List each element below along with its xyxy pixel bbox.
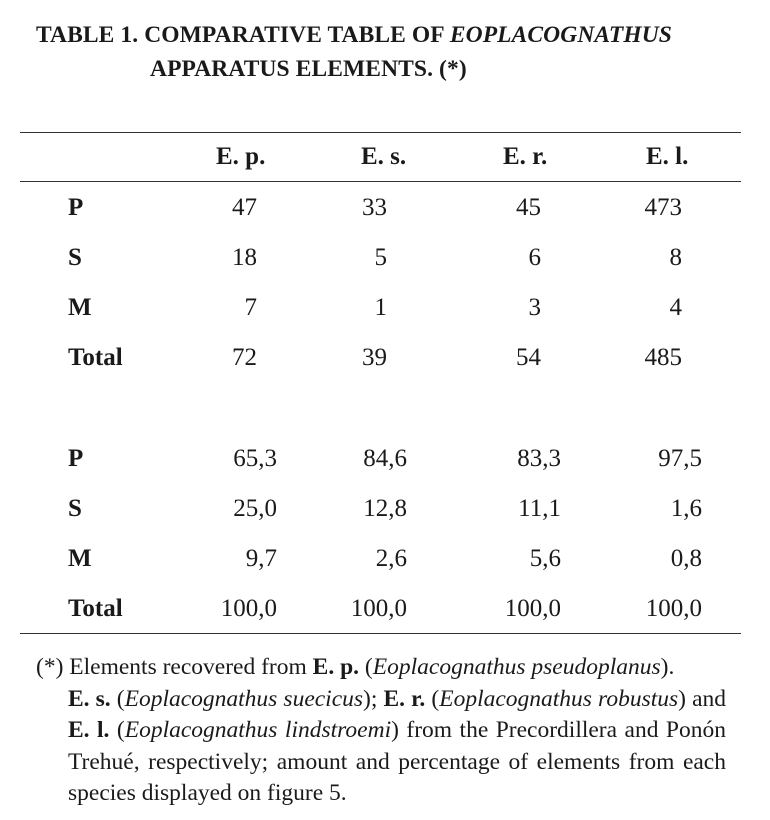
row-label-total-percent: Total xyxy=(68,595,123,622)
cell-p-er: 45 xyxy=(516,194,541,221)
header-rule xyxy=(20,181,741,182)
cell-s-ep-pct: 25,0 xyxy=(233,495,277,522)
column-header-es: E. s. xyxy=(361,143,407,170)
abbr-ep: E. p. xyxy=(312,654,360,680)
footnote-end: from the Precordillera and Ponón Trehué, respectively; amount and percentage of elements from each species displayed on figure 5. xyxy=(68,717,726,806)
cell-total-ep-pct: 100,0 xyxy=(220,595,277,622)
cell-p-es-pct: 84,6 xyxy=(363,445,407,472)
footnote-text: Elements recovered from xyxy=(63,654,313,680)
cell-total-er-pct: 100,0 xyxy=(504,595,561,622)
abbr-er: E. r. xyxy=(383,685,426,712)
footnote-marker: (*) xyxy=(36,654,64,680)
column-header-ep: E. p. xyxy=(216,143,266,170)
cell-total-el: 485 xyxy=(644,344,682,371)
cell-total-ep: 72 xyxy=(232,344,257,371)
species-lindstroemi: Eoplacognathus lindstroemi xyxy=(124,717,392,743)
row-label-p-percent: P xyxy=(68,445,84,472)
cell-s-er: 6 xyxy=(528,244,541,271)
row-label-m-percent: M xyxy=(68,545,92,572)
cell-total-es: 39 xyxy=(362,344,387,371)
cell-m-el: 4 xyxy=(669,294,682,321)
footnote-line1: (*) Elements recovered from E. p. (Eoplacognathus pseudoplanus). xyxy=(36,654,675,680)
abbr-el: E. l. xyxy=(68,717,110,743)
cell-total-es-pct: 100,0 xyxy=(350,595,407,622)
bottom-rule xyxy=(20,633,741,634)
cell-m-er: 3 xyxy=(528,294,541,321)
species-suecicus: Eoplacognathus suecicus xyxy=(124,685,364,712)
cell-m-es: 1 xyxy=(374,294,387,321)
cell-m-es-pct: 2,6 xyxy=(375,545,407,572)
column-header-el: E. l. xyxy=(646,143,689,170)
cell-m-ep-pct: 9,7 xyxy=(245,545,277,572)
cell-s-es: 5 xyxy=(374,244,387,271)
column-header-er: E. r. xyxy=(503,143,548,170)
cell-s-el: 8 xyxy=(669,244,682,271)
cell-s-el-pct: 1,6 xyxy=(670,495,702,522)
cell-p-el-pct: 97,5 xyxy=(658,445,702,472)
row-label-total-count: Total xyxy=(68,344,123,371)
footnote-body: E. s. (Eoplacognathus suecicus); E. r. (Eoplacognathus robustus) and E. l. (Eoplacognathus lindstroemi) from the Precordillera and Ponón Trehué, respectively; amount and percentage of elements from each species displayed on figure 5. xyxy=(68,685,727,806)
cell-p-ep: 47 xyxy=(232,194,257,221)
cell-m-el-pct: 0,8 xyxy=(670,545,702,572)
cell-p-er-pct: 83,3 xyxy=(517,445,561,472)
species-pseudoplanus: Eoplacognathus pseudoplanus xyxy=(372,654,661,680)
top-rule xyxy=(20,132,741,133)
row-label-m-count: M xyxy=(68,294,92,321)
species-robustus: Eoplacognathus robustus xyxy=(439,685,679,712)
caption-genus: EOPLACOGNATHUS xyxy=(449,22,672,48)
table-footnote xyxy=(36,652,726,810)
row-label-p-count: P xyxy=(68,194,84,221)
cell-total-er: 54 xyxy=(516,344,541,371)
cell-p-el: 473 xyxy=(644,194,682,221)
cell-s-ep: 18 xyxy=(232,244,257,271)
abbr-es: E. s. xyxy=(68,685,111,712)
cell-s-er-pct: 11,1 xyxy=(518,495,561,522)
footnote-and: and xyxy=(692,685,727,712)
cell-total-el-pct: 100,0 xyxy=(645,595,702,622)
caption-text: TABLE 1. COMPARATIVE TABLE OF xyxy=(36,22,450,48)
row-label-s-percent: S xyxy=(68,495,82,522)
cell-s-es-pct: 12,8 xyxy=(363,495,407,522)
cell-m-er-pct: 5,6 xyxy=(529,545,561,572)
cell-m-ep: 7 xyxy=(244,294,257,321)
caption-line2: APPARATUS ELEMENTS. (*) xyxy=(150,56,467,82)
cell-p-ep-pct: 65,3 xyxy=(233,445,277,472)
row-label-s-count: S xyxy=(68,244,82,271)
cell-p-es: 33 xyxy=(362,194,387,221)
table-caption xyxy=(36,18,736,86)
